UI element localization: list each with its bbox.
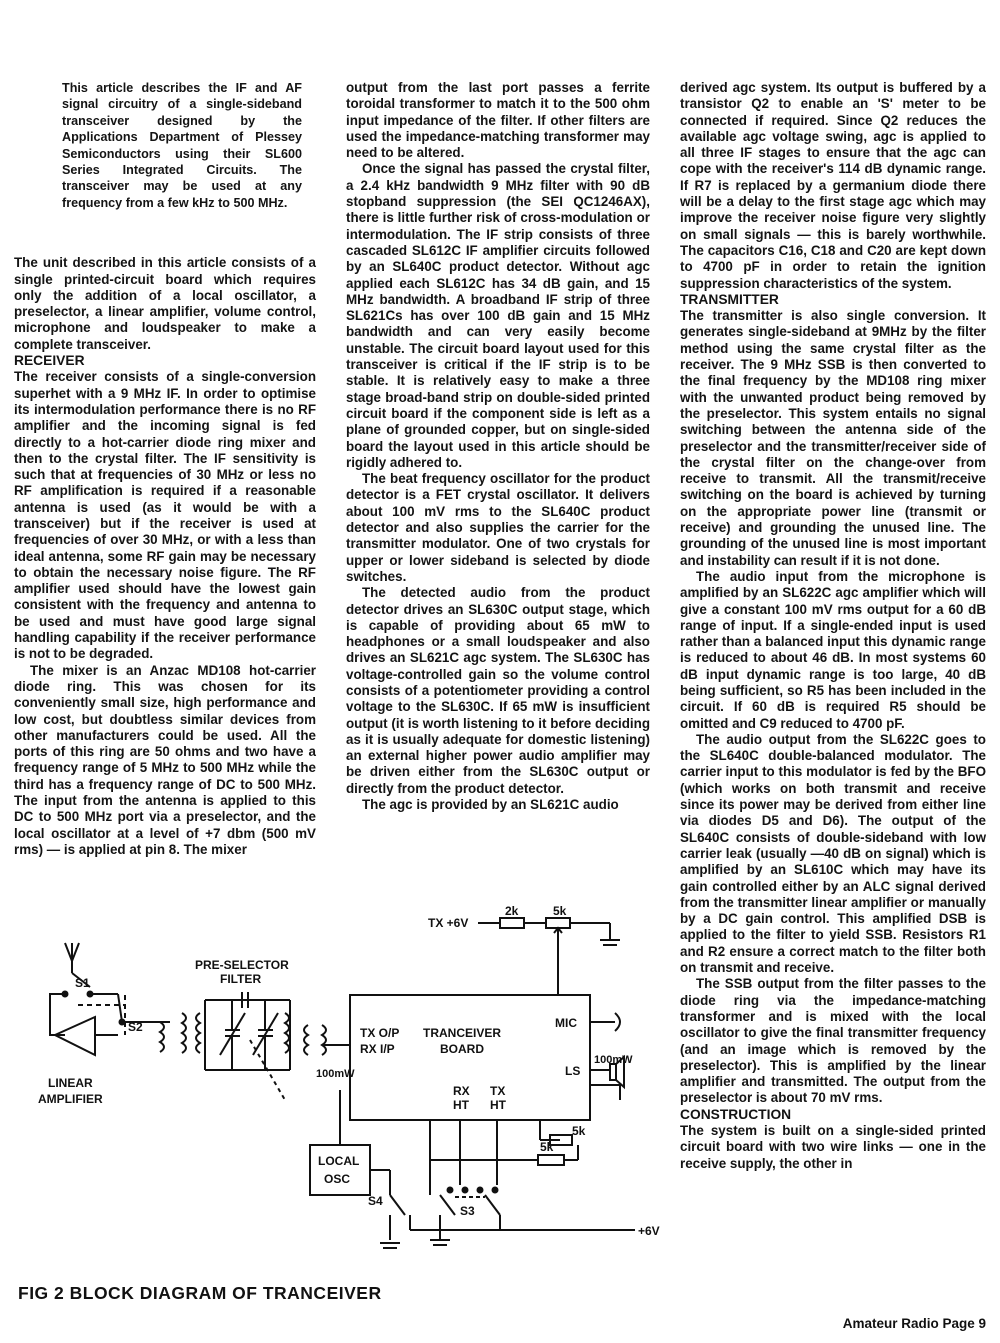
- label-rxip: RX I/P: [360, 1042, 395, 1056]
- paragraph: The audio output from the SL622C goes to the SL640C double-balanced modulator. The carrier input to this modulator is fed by the BFO (which works on both transmit and receive since its power may be derived from either line via diodes D5 and D6). The output of the SL640C consists of double-sideband with low carrier leak (usually —40 dB on signal) which is amplified by an SL610C which may have its gain controlled either by an ALC signal derived from the transmitter linear amplifier or manually by a DC gain control. This amplified DSB is applied to the filter to yield SSB. Resistors R1 and R2 ensure a correct match to the filter both on transmit and receive.: [680, 731, 986, 976]
- label-local: LOCAL: [318, 1154, 360, 1168]
- paragraph: The receiver consists of a single-conversion superhet with a 9 MHz IF. In order to optimise its intermodulation performance there is no RF amplifier and the incoming signal is fed directly to a hot-carrier diode ring mixer and then to the crystal filter. The IF sensitivity is such that at frequencies of 30 MHz or less no RF amplification is required if a reasonable antenna is used (as it would be with a transceiver) but if the receiver is used at frequencies of over 30 MHz, or with a less than ideal antenna, some RF gain may be necessary to obtain the necessary noise figure. The RF amplifier used should have the lowest gain consistent with the frequency and antenna to be used and must have good large signal handling capability if the receiver performance is not to be degraded.: [14, 369, 316, 662]
- section-heading-construction: CONSTRUCTION: [680, 1106, 792, 1122]
- label-txht: HT: [490, 1098, 506, 1112]
- label-board: BOARD: [440, 1042, 484, 1056]
- page-footer: Amateur Radio Page 9: [842, 1316, 986, 1331]
- bypass-wire: [50, 994, 65, 1035]
- paragraph: The agc is provided by an SL621C audio: [362, 797, 619, 813]
- label-s2: S2: [128, 1020, 143, 1034]
- paragraph: Once the signal has passed the crystal filter, a 2.4 kHz bandwidth 9 MHz filter with 90 dB stopband suppression (the SEI QC1246AX), there is little further risk of cross-modulation or intermodulation. The IF strip consists of three cascaded SL612C IF amplifier circuits followed by an SL640C product detector. Without agc applied each SL612C has 34 dB gain, and 15 MHz bandwidth. A broadband IF strip of three SL621Cs has over 100 dB gain and 15 MHz bandwidth and can very easily become unstable. The circuit board layout used for this transceiver is critical if the IF strip is to be stable. It is relatively easy to make a three stage broad-band strip on double-sided printed circuit board if the component side is left as a plane of grounded copper, but on single-sided board the layout used in this article should be rigidly adhered to.: [346, 161, 650, 470]
- label-100mw-right: 100mW: [594, 1054, 633, 1066]
- section-heading-receiver: RECEIVER: [14, 353, 85, 369]
- resistor-5k-low: [538, 1155, 564, 1165]
- label-5k-mid: 5k: [572, 1124, 586, 1138]
- label-s4: S4: [368, 1194, 383, 1208]
- paragraph: The detected audio from the product detector drives an SL630C output stage, which is capable of providing about 65 mW to headphones or a small loudspeaker and also drives an SL621C agc system. The SL630C has voltage-controlled gain so the volume control consists of a potentiometer providing a control voltage to the SL630C. If 65 mW is insufficient output (it is worth listening to it before deciding as it is usually adequate for domestic listening) an external higher power audio amplifier may be driven either from the SL630C output or directly from the product detector.: [346, 585, 650, 796]
- label-100mw-left: 100mW: [316, 1068, 355, 1080]
- input-transformer: [160, 1022, 164, 1052]
- article-intro: [62, 80, 302, 211]
- column-2: [346, 80, 650, 813]
- label-s1: S1: [75, 976, 90, 990]
- preselector-filter-symbol: [182, 992, 326, 1100]
- ground-symbol: [380, 1243, 400, 1248]
- paragraph: The transmitter is also single conversion. It generates single-sideband at 9MHz by the filter method using the same crystal filter as the receiver. The 9 MHz SSB is then converted to the final frequency by the MD108 ring mixer with the unwanted product being removed by the preselector. This system entails no signal switching between the antenna side of the preselector and the transmitter/receiver side of the crystal filter on the change-over from receive to transmit. All the transmit/receive switching on the board is achieved by turning on the appropriate power line (transmit or receive) and grounding the unused line. The grounding of the unused line is most important and instability can result if it is not done.: [680, 308, 986, 568]
- local-oscillator-box: [310, 1145, 370, 1195]
- intro-text: This article describes the IF and AF signal circuitry of a single-sideband transceiver designed by the Applications Department of Plessey Semiconductors using their SL600 Series Integrated Circuits. The transceiver may be used at any frequency from a few kHz to 500 MHz.: [62, 81, 302, 210]
- label-mic: MIC: [555, 1016, 577, 1030]
- ground-symbol: [430, 1240, 450, 1245]
- label-s3: S3: [460, 1204, 475, 1218]
- label-osc: OSC: [324, 1172, 351, 1186]
- paragraph: The audio input from the microphone is amplified by an SL622C agc amplifier which will give a constant 100 mV rms output for a 60 dB range of input. If a single-ended input is used rather than a balanced input this dynamic range is reduced to about 46 dB. In most systems 60 dB input dynamic range is too large, 40 dB being sufficient, so R5 has been included in the circuit. If 60 dB is required R5 should be omitted and C9 reduced to 4700 pF.: [680, 568, 986, 731]
- section-heading-transmitter: TRANSMITTER: [680, 291, 779, 307]
- microphone-symbol: [615, 1013, 620, 1031]
- paragraph: derived agc system. Its output is buffered by a transistor Q2 to enable an 'S' meter to be connected if required. Since Q2 reduces the available agc voltage swing, agc is applied to all three IF stages to ensure that the agc can cope with the receiver's 114 dB dynamic range. If R7 is replaced by a germanium diode there will be a delay to the first stage agc which may improve the receiver noise figure very slightly on small signals — this is barely worthwhile. The capacitors C16, C18 and C20 are kept down to 4700 pF in order to retain the ignition suppression characteristics of the system.: [680, 80, 986, 291]
- label-2k: 2k: [505, 904, 519, 918]
- paragraph: The unit described in this article consists of a single printed-circuit board which requires only the addition of a local oscillator, a preselector, a linear amplifier, volume control, microphone and loudspeaker to make a complete transceiver.: [14, 255, 316, 352]
- label-tx6v: TX +6V: [428, 916, 469, 930]
- paragraph: The beat frequency oscillator for the product detector is a FET crystal oscillator. It delivers about 100 mV rms to the SL640C product detector and also supplies the carrier for the transmitter modulator. One of two crystals for upper or lower sideband is selected by diode switches.: [346, 471, 650, 584]
- loudspeaker-symbol: [610, 1064, 616, 1080]
- paragraph: output from the last port passes a ferrite toroidal transformer to match it to the 500 ohm input impedance of the filter. If other filters are used the impedance-matching transformer may need to be altered.: [346, 80, 650, 161]
- antenna-symbol: [65, 943, 79, 973]
- switch-s3: [440, 1195, 455, 1215]
- label-filter: FILTER: [220, 972, 262, 986]
- label-txop: TX O/P: [360, 1026, 400, 1040]
- label-linear: LINEAR: [48, 1076, 93, 1090]
- label-preselector: PRE-SELECTOR: [195, 958, 289, 972]
- paragraph: The system is built on a single-sided printed circuit board with two wire links — one in the receive supply, the other in: [680, 1123, 986, 1171]
- transceiver-board: [350, 995, 590, 1120]
- column-1: [14, 80, 316, 858]
- label-5k-low: 5k: [540, 1140, 554, 1154]
- column-3: [680, 80, 986, 1172]
- paragraph: The SSB output from the filter passes to the diode ring via the impedance-matching transformer and is mixed with the local oscillator to give the final transmitter frequency (and an image which is removed by the preselector). This is amplified by the linear amplifier and transmitted. The output from the preselector is about 70 mV rms.: [680, 976, 986, 1106]
- switch-s4: [390, 1195, 405, 1215]
- label-ls: LS: [565, 1064, 581, 1078]
- block-diagram: [10, 895, 670, 1275]
- label-amplifier: AMPLIFIER: [38, 1092, 103, 1106]
- label-tranceiver: TRANCEIVER: [423, 1026, 502, 1040]
- label-5k-top: 5k: [553, 904, 567, 918]
- paragraph: The mixer is an Anzac MD108 hot-carrier diode ring. This was chosen for its conveniently small size, high performance and low cost, but doubtless similar devices from other manufacturers could be used. All the ports of this ring are 50 ohms and two have a frequency range of 5 MHz to 500 MHz while the third has a frequency range of DC to 500 MHz. The input from the antenna is applied to this DC to 500 MHz port via a preselector, and the local oscillator at a level of +7 dbm (500 mV rms) — is applied at pin 8. The mixer: [14, 662, 316, 857]
- ground-symbol: [600, 940, 620, 945]
- label-rx: RX: [453, 1084, 470, 1098]
- resistor-2k: [500, 918, 524, 928]
- label-rxht: HT: [453, 1098, 469, 1112]
- figure-caption: FIG 2 BLOCK DIAGRAM OF TRANCEIVER: [18, 1283, 382, 1303]
- label-tx: TX: [490, 1084, 506, 1098]
- label-plus6v: +6V: [638, 1224, 660, 1238]
